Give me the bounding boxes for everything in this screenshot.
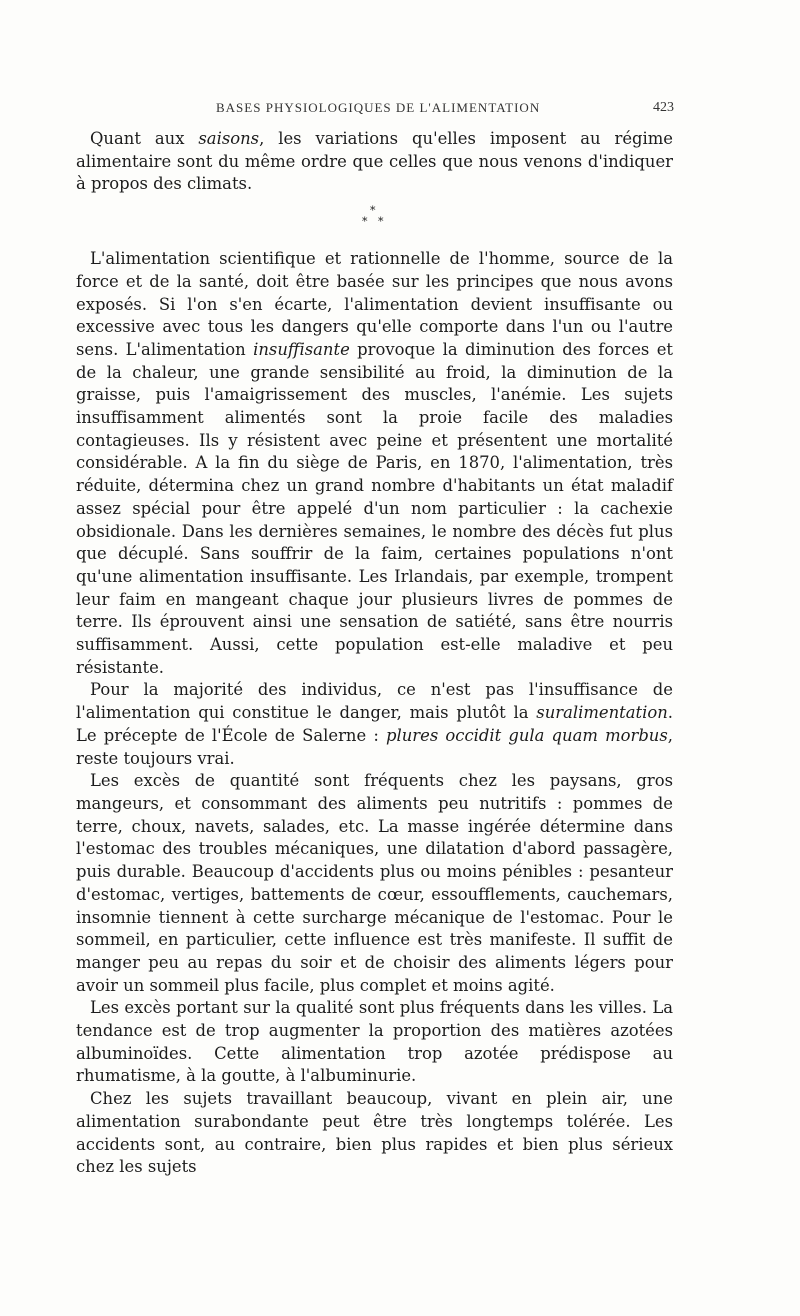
paragraph-suralimentation: Pour la majorité des individus, ce n'est pas l'insuffisance de l'alimentation qui constitue le danger, mais plutôt la suralimentation. Le précepte de l'École de Salerne : plures occidit gula quam morbus, reste toujours vrai. [76, 680, 673, 768]
asterism-star: * [378, 215, 384, 229]
italic-term: insuffisante [253, 339, 350, 359]
paragraph-saisons: Quant aux saisons, les variations qu'elles imposent au régime alimentaire sont du même ordre que celles que nous venons d'indiquer à propos des climats. [76, 129, 673, 194]
running-title: BASES PHYSIOLOGIQUES DE L'ALIMENTATION [216, 100, 541, 115]
paragraph-sujets: Chez les sujets travaillant beaucoup, vivant en plein air, une alimentation surabondante peut être très longtemps tolérée. Les accidents sont, au contraire, bien plus rapides et bien plus sérieux chez les sujets [76, 1089, 673, 1177]
italic-term: suralimentation [536, 703, 668, 723]
page-number: 423 [653, 100, 674, 115]
body-text [76, 128, 673, 1179]
page-header [76, 100, 674, 120]
paragraph-exces-qualite: Les excès portant sur la qualité sont plus fréquents dans les villes. La tendance est de trop augmenter la proportion des matières azotées albuminoïdes. Cette alimentation trop azotée prédispose au rhumatisme, à la goutte, à l'albuminurie. [76, 998, 673, 1086]
italic-term: saisons [198, 129, 260, 148]
asterism-star: * [370, 204, 376, 218]
latin-quote: plures occidit gula quam morbus [386, 725, 668, 745]
asterism-star: * [362, 215, 368, 229]
section-asterism [76, 196, 673, 248]
paragraph-alimentation: L'alimentation scientifique et rationnelle de l'homme, source de la force et de la santé, doit être basée sur les principes que nous avons exposés. Si l'on s'en écarte, l'alimentation devient insuffisante ou excessive avec tous les dangers qu'elle comporte dans l'un ou l'autre sens. L'alimentation insuffisante provoque la diminution des forces et de la chaleur, une grande sensibilité au froid, la diminution de la graisse, puis l'amaigrissement des muscles, l'anémie. Les sujets insuffisamment alimentés sont la proie facile des maladies contagieuses. Ils y résistent avec peine et présentent une mortalité considérable. A la fin du siège de Paris, en 1870, l'alimentation, très réduite, détermina chez un grand nombre d'habitants un état maladif assez spécial pour être appelé d'un nom particulier : la cachexie obsidionale. Dans les dernières semaines, le nombre des décès fut plus que décuplé. Sans souffrir de la faim, certaines populations n'ont qu'une alimentation insuffisante. Les Irlandais, par exemple, trompent leur faim en mangeant chaque jour plusieurs livres de pommes de terre. Ils éprouvent ainsi une sensation de satiété, sans être nourris suffisamment. Aussi, cette population est-elle maladive et peu résistante. [76, 249, 673, 677]
paragraph-exces-quantite: Les excès de quantité sont fréquents chez les paysans, gros mangeurs, et consommant des aliments peu nutritifs : pommes de terre, choux, navets, salades, etc. La masse ingérée détermine dans l'estomac des troubles mécaniques, une dilatation d'abord passagère, puis durable. Beaucoup d'accidents plus ou moins pénibles : pesanteur d'estomac, vertiges, battements de cœur, essoufflements, cauchemars, insomnie tiennent à cette surcharge mécanique de l'estomac. Pour le sommeil, en particulier, cette influence est très manifeste. Il suffit de manger peu au repas du soir et de choisir des aliments légers pour avoir un sommeil plus facile, plus complet et moins agité. [76, 771, 673, 995]
